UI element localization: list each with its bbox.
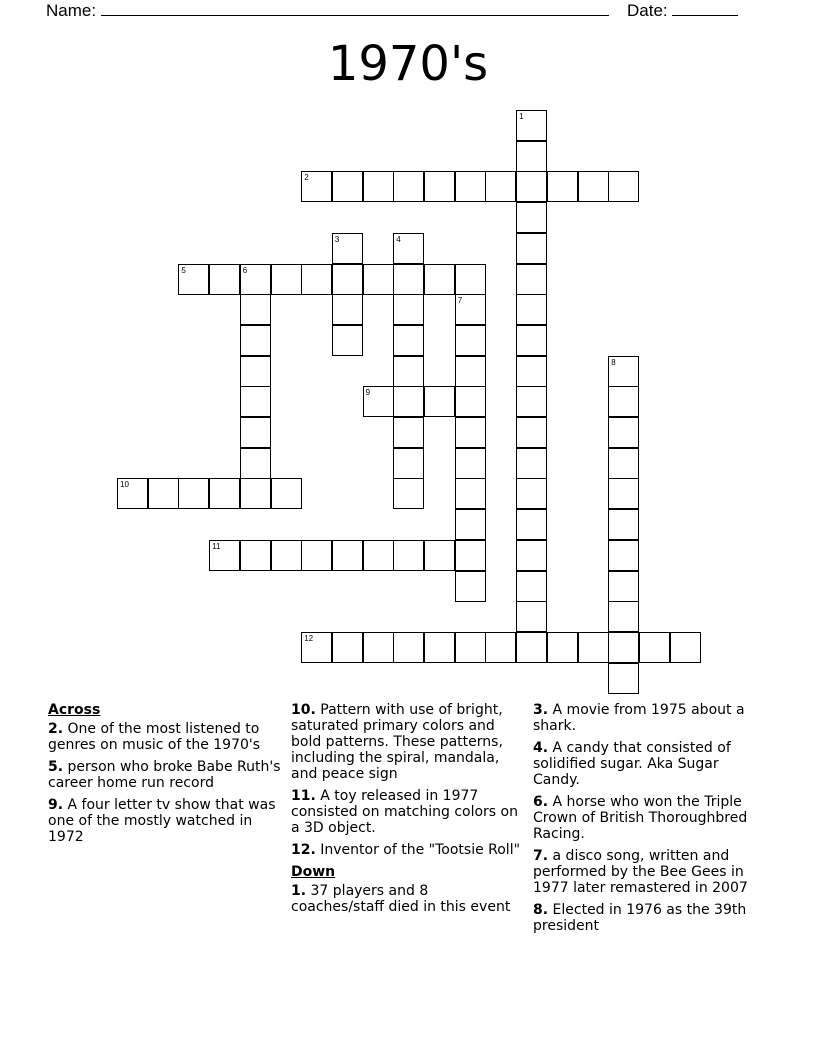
grid-cell[interactable] <box>240 264 271 295</box>
grid-cell[interactable] <box>393 264 424 295</box>
grid-cell[interactable] <box>363 171 394 202</box>
clue-down-6: 6. A horse who won the Triple Crown of British Thoroughbred Racing. <box>533 794 748 842</box>
grid-cell[interactable] <box>424 632 455 663</box>
grid-cell[interactable] <box>455 294 486 325</box>
grid-cell[interactable] <box>455 417 486 448</box>
grid-cell[interactable] <box>608 632 639 663</box>
grid-cell[interactable] <box>424 171 455 202</box>
clue-column-2 <box>291 702 525 921</box>
grid-cell[interactable] <box>393 478 424 509</box>
clue-down-1: 1. 37 players and 8 coaches/staff died in this event <box>291 883 511 915</box>
grid-cell[interactable] <box>485 632 516 663</box>
grid-cell[interactable] <box>178 264 209 295</box>
grid-cell[interactable] <box>455 478 486 509</box>
grid-cell[interactable] <box>516 171 547 202</box>
clue-across-11: 11. A toy released in 1977 consisted on matching colors on a 3D object. <box>291 788 518 836</box>
grid-cell[interactable] <box>332 540 363 571</box>
grid-cell[interactable] <box>455 264 486 295</box>
cell-number: 7 <box>457 296 463 306</box>
grid-cell[interactable] <box>424 264 455 295</box>
grid-cell[interactable] <box>608 663 639 694</box>
grid-cell[interactable] <box>455 571 486 602</box>
grid-cell[interactable] <box>332 264 363 295</box>
grid-cell[interactable] <box>608 478 639 509</box>
date-label: Date: <box>627 1 668 20</box>
grid-cell[interactable] <box>393 233 424 264</box>
clue-across-9: 9. A four letter tv show that was one of the mostly watched in 1972 <box>48 797 276 845</box>
cell-number: 10 <box>120 480 129 490</box>
clue-across-2: 2. One of the most listened to genres on music of the 1970's <box>48 721 261 753</box>
grid-cell[interactable] <box>608 509 639 540</box>
grid-cell[interactable] <box>485 171 516 202</box>
grid-cell[interactable] <box>332 294 363 325</box>
grid-cell[interactable] <box>516 540 547 571</box>
grid-cell[interactable] <box>271 540 302 571</box>
grid-cell[interactable] <box>547 632 578 663</box>
grid-cell[interactable] <box>301 540 332 571</box>
cell-number: 3 <box>334 234 340 244</box>
grid-cell[interactable] <box>240 294 271 325</box>
down-heading: Down <box>291 864 336 880</box>
grid-cell[interactable] <box>608 386 639 417</box>
grid-cell[interactable] <box>516 141 547 172</box>
clue-down-7: 7. a disco song, written and performed by the Bee Gees in 1977 later remastered in 2007 <box>533 848 748 896</box>
clue-column-3 <box>533 702 767 940</box>
grid-cell[interactable] <box>393 356 424 387</box>
grid-cell[interactable] <box>332 233 363 264</box>
grid-cell[interactable] <box>516 417 547 448</box>
clue-column-1 <box>48 702 282 851</box>
grid-cell[interactable] <box>516 571 547 602</box>
grid-cell[interactable] <box>516 325 547 356</box>
clue-down-3: 3. A movie from 1975 about a shark. <box>533 702 745 734</box>
grid-cell[interactable] <box>516 448 547 479</box>
grid-cell[interactable] <box>240 356 271 387</box>
grid-cell[interactable] <box>209 264 240 295</box>
across-heading: Across <box>48 702 101 718</box>
grid-cell[interactable] <box>240 478 271 509</box>
grid-cell[interactable] <box>516 233 547 264</box>
grid-cell[interactable] <box>455 386 486 417</box>
grid-cell[interactable] <box>332 171 363 202</box>
grid-cell[interactable] <box>608 448 639 479</box>
grid-cell[interactable] <box>209 478 240 509</box>
cell-number: 9 <box>365 388 371 398</box>
grid-cell[interactable] <box>148 478 179 509</box>
grid-cell[interactable] <box>516 356 547 387</box>
name-label: Name: <box>46 1 97 20</box>
cell-number: 4 <box>396 234 401 244</box>
grid-cell[interactable] <box>608 540 639 571</box>
grid-cell[interactable] <box>578 171 609 202</box>
grid-cell[interactable] <box>240 448 271 479</box>
grid-cell[interactable] <box>516 632 547 663</box>
clue-across-12: 12. Inventor of the "Tootsie Roll" <box>291 842 521 858</box>
clue-down-4: 4. A candy that consisted of solidified sugar. Aka Sugar Candy. <box>533 740 731 788</box>
grid-cell[interactable] <box>455 356 486 387</box>
grid-cell[interactable] <box>332 632 363 663</box>
grid-cell[interactable] <box>608 171 639 202</box>
grid-cell[interactable] <box>178 478 209 509</box>
grid-cell[interactable] <box>608 571 639 602</box>
cell-number: 6 <box>242 265 248 275</box>
grid-cell[interactable] <box>608 417 639 448</box>
grid-cell[interactable] <box>301 264 332 295</box>
grid-cell[interactable] <box>455 171 486 202</box>
grid-cell[interactable] <box>516 509 547 540</box>
grid-cell[interactable] <box>516 202 547 233</box>
grid-cell[interactable] <box>455 509 486 540</box>
grid-cell[interactable] <box>117 478 148 509</box>
grid-cell[interactable] <box>455 632 486 663</box>
grid-cell[interactable] <box>516 110 547 141</box>
grid-cell[interactable] <box>455 540 486 571</box>
grid-cell[interactable] <box>393 325 424 356</box>
grid-cell[interactable] <box>516 478 547 509</box>
grid-cell[interactable] <box>455 325 486 356</box>
grid-cell[interactable] <box>516 386 547 417</box>
grid-cell[interactable] <box>240 417 271 448</box>
grid-cell[interactable] <box>424 540 455 571</box>
grid-cell[interactable] <box>393 448 424 479</box>
cell-number: 1 <box>519 112 524 121</box>
clue-down-8: 8. Elected in 1976 as the 39th president <box>533 902 747 934</box>
clue-across-5: 5. person who broke Babe Ruth's career home run record <box>48 759 281 791</box>
cell-number: 8 <box>611 357 616 367</box>
clue-across-10: 10. Pattern with use of bright, saturated primary colors and bold patterns. These patterns, including the spiral, mandala, and peace sign <box>291 702 503 782</box>
grid-cell[interactable] <box>393 171 424 202</box>
grid-cell[interactable] <box>639 632 670 663</box>
cell-number: 12 <box>304 633 314 643</box>
grid-cell[interactable] <box>209 540 240 571</box>
grid-cell[interactable] <box>363 540 394 571</box>
grid-cell[interactable] <box>393 386 424 417</box>
grid-cell[interactable] <box>363 632 394 663</box>
grid-cell[interactable] <box>271 264 302 295</box>
grid-cell[interactable] <box>608 601 639 632</box>
grid-cell[interactable] <box>578 632 609 663</box>
grid-cell[interactable] <box>363 264 394 295</box>
grid-cell[interactable] <box>393 294 424 325</box>
grid-cell[interactable] <box>240 325 271 356</box>
grid-cell[interactable] <box>393 540 424 571</box>
page-title: 1970's <box>327 36 489 92</box>
grid-cell[interactable] <box>301 171 332 202</box>
grid-cell[interactable] <box>393 632 424 663</box>
grid-cell[interactable] <box>608 356 639 387</box>
grid-cell[interactable] <box>301 632 332 663</box>
cell-number: 5 <box>181 265 186 275</box>
grid-cell[interactable] <box>516 264 547 295</box>
grid-cell[interactable] <box>516 601 547 632</box>
grid-cell[interactable] <box>455 448 486 479</box>
grid-cell[interactable] <box>240 540 271 571</box>
grid-cell[interactable] <box>332 325 363 356</box>
grid-cell[interactable] <box>271 478 302 509</box>
grid-cell[interactable] <box>393 417 424 448</box>
grid-cell[interactable] <box>240 386 271 417</box>
grid-cell[interactable] <box>547 171 578 202</box>
grid-cell[interactable] <box>363 386 394 417</box>
grid-cell[interactable] <box>670 632 701 663</box>
cell-number: 2 <box>304 173 309 183</box>
cell-number: 11 <box>212 541 221 551</box>
grid-cell[interactable] <box>424 386 455 417</box>
grid-cell[interactable] <box>516 294 547 325</box>
